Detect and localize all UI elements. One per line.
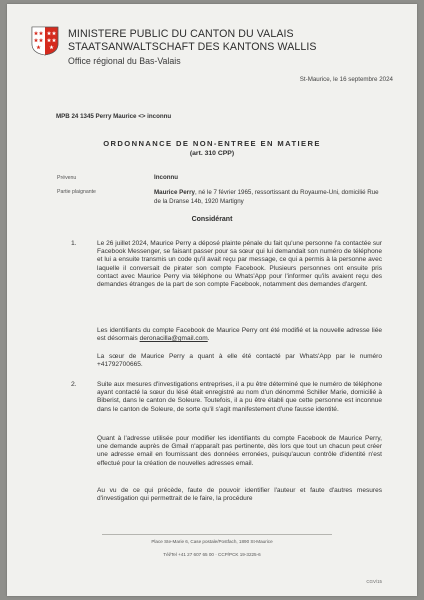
- paragraph: Quant à l'adresse utilisée pour modifier les identifiants du compte Facebook de Maurice Perry, une demande auprès de Gmail n'apparaît pas pertinente, dès lors que tout un chacun peut créer une adresse email en fournissant des données erronées, puisqu'aucun contrôle d'identité n'est effectué pour la création de nouvelles adresses email.: [97, 435, 382, 467]
- point-number: 2.: [71, 381, 77, 388]
- paragraph: Au vu de ce qui précède, faute de pouvoir identifier l'auteur et faute d'autres mesures d'investigation qui permettrait de le faire, la procédure: [97, 487, 382, 503]
- point-number: 1.: [71, 240, 77, 247]
- paragraph: La sœur de Maurice Perry a quant à elle été contacté par Whats'App par le numéro +41792700665.: [97, 353, 382, 369]
- org-name-de: STAATSANWALTSCHAFT DES KANTONS WALLIS: [68, 41, 317, 53]
- paragraph: Le 26 juillet 2024, Maurice Perry a déposé plainte pénale du fait qu'une personne l'a contactée sur Facebook Messenger, se faisant passer pour sa sœur qui lui demandait son numéro de téléphone et lui a ensuite transmis un code qu'il avait reçu par message, ce qui a permis à la personne avec laquelle il conversait de pirater son compte Facebook. Plusieurs personnes ont ensuite pris contact avec Maurice Perry via téléphone ou Whats'App pour l'informer qu'ils avaient reçu des demandes étranges de la part de son compte Facebook, notamment des demandes d'argent.: [97, 240, 382, 289]
- plaignant-label: Partie plaignante: [57, 189, 96, 195]
- paragraph: Les identifiants du compte Facebook de Maurice Perry ont été modifié et la nouvelle adresse liée est désormais deronacilla@gmail.com.: [97, 327, 382, 343]
- org-name-fr: MINISTERE PUBLIC DU CANTON DU VALAIS: [68, 28, 294, 40]
- document-page: [7, 4, 417, 596]
- valais-coat-of-arms-icon: [31, 26, 59, 56]
- paragraph-text: Les identifiants du compte Facebook de Maurice Perry ont été modifié et la nouvelle adresse liée est désormais: [97, 327, 382, 343]
- section-heading: Considérant: [191, 216, 233, 223]
- case-reference: MPB 24 1345 Perry Maurice <> inconnu: [56, 113, 172, 120]
- prevenu-label: Prévenu: [57, 175, 77, 181]
- footer-contact: Tél/Tel +41 27 607 65 00 · CCP/PCK 19-3225-6: [163, 552, 261, 557]
- office-name: Office régional du Bas-Valais: [68, 56, 181, 66]
- plaignant-details: , né le 7 février 1965, ressortissant du Royaume-Uni, domicilié Rue de la Dranse 14b, 1920 Martigny: [154, 189, 379, 205]
- plaignant-name: Maurice Perry: [154, 189, 195, 196]
- document-title: ORDONNANCE DE NON-ENTREE EN MATIERE: [103, 139, 321, 148]
- prevenu-value: Inconnu: [154, 174, 179, 181]
- email-address: deronacilla@gmail.com: [139, 335, 208, 343]
- footer-divider: [102, 534, 332, 535]
- plaignant-value: [154, 188, 382, 206]
- page-number: CGV/15: [366, 579, 382, 584]
- document-subtitle: (art. 310 CPP): [189, 150, 235, 157]
- footer-address: Place Ste-Marie 6, Case postale/Postfach, 1890 St-Maurice: [151, 539, 273, 544]
- paragraph: Suite aux mesures d'investigations entreprises, il a pu être déterminé que le numéro de téléphone ayant contacté la sœur du lésé était enregistré au nom d'un dénommé Schiller Marie, domicilié à Biberist, dans le canton de Soleure. Toutefois, il a pu être établi que cette personne est inconnue dans le canton de Soleure, de sorte qu'il s'agit manifestement d'une fausse identité.: [97, 381, 382, 413]
- place-date: St-Maurice, le 16 septembre 2024: [299, 76, 393, 83]
